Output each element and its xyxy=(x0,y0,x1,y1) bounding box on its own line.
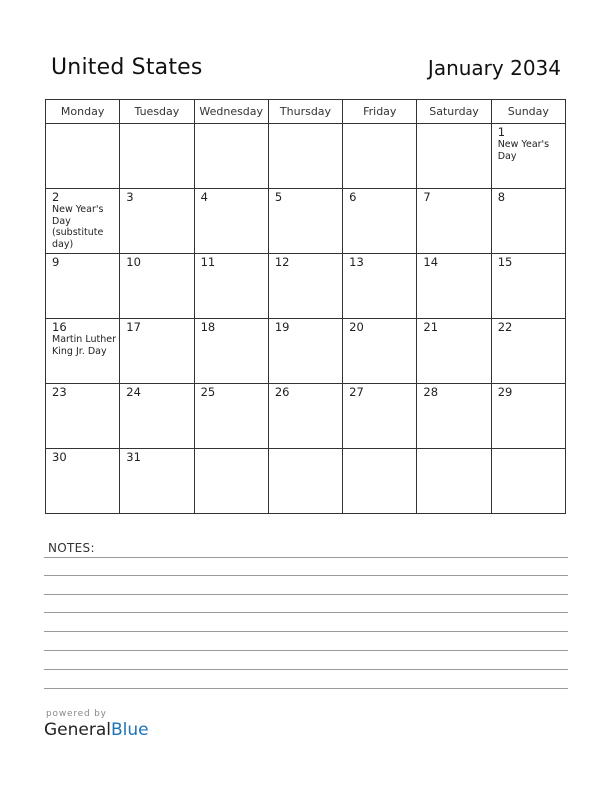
day-cell xyxy=(343,384,417,449)
day-cell xyxy=(491,384,565,449)
day-cell xyxy=(268,189,342,254)
weekday-header: Wednesday xyxy=(194,100,268,124)
week-row xyxy=(46,254,566,319)
note-line xyxy=(44,688,568,689)
day-cell xyxy=(194,384,268,449)
day-cell xyxy=(417,189,491,254)
week-row xyxy=(46,319,566,384)
day-number: 21 xyxy=(423,320,439,334)
day-cell xyxy=(46,449,120,514)
day-number: 23 xyxy=(52,385,67,399)
day-cell xyxy=(194,254,268,319)
empty-day-cell xyxy=(268,449,342,514)
day-number: 3 xyxy=(126,190,134,204)
holiday-label: Martin Luther King Jr. Day xyxy=(52,334,116,357)
day-cell xyxy=(268,384,342,449)
empty-day-cell xyxy=(343,449,417,514)
day-cell xyxy=(491,124,565,189)
day-cell xyxy=(417,384,491,449)
holiday-label: New Year's Day (substitute day) xyxy=(52,204,104,250)
day-number: 6 xyxy=(349,190,357,204)
note-line xyxy=(44,557,568,558)
day-number: 28 xyxy=(423,385,439,399)
note-line xyxy=(44,669,568,670)
calendar-grid xyxy=(45,99,566,514)
day-number: 11 xyxy=(200,255,216,269)
weekday-header: Saturday xyxy=(417,100,491,124)
day-cell xyxy=(120,189,194,254)
day-number: 5 xyxy=(274,190,283,204)
empty-day-cell xyxy=(46,124,120,189)
empty-day-cell xyxy=(120,124,194,189)
day-number: 29 xyxy=(497,385,513,399)
country-title: United States xyxy=(51,55,203,80)
day-cell xyxy=(120,319,194,384)
day-number: 8 xyxy=(497,190,506,204)
day-cell xyxy=(46,254,120,319)
empty-day-cell xyxy=(268,124,342,189)
day-number: 26 xyxy=(274,385,290,399)
powered-by-text: powered by xyxy=(46,709,107,719)
day-cell xyxy=(268,254,342,319)
day-number: 18 xyxy=(200,320,216,334)
brand-blue-text: Blue xyxy=(111,720,149,740)
day-number: 24 xyxy=(126,385,141,399)
day-number: 31 xyxy=(126,450,141,464)
empty-day-cell xyxy=(343,124,417,189)
day-number: 19 xyxy=(274,320,290,334)
day-cell xyxy=(491,254,565,319)
week-row xyxy=(46,124,566,189)
day-number: 7 xyxy=(423,190,431,204)
day-cell xyxy=(343,254,417,319)
day-cell xyxy=(46,319,120,384)
day-number: 13 xyxy=(349,255,364,269)
weekday-header: Tuesday xyxy=(120,100,194,124)
day-cell xyxy=(46,384,120,449)
empty-day-cell xyxy=(194,449,268,514)
note-line xyxy=(44,575,568,576)
day-cell xyxy=(343,319,417,384)
day-number: 20 xyxy=(349,320,364,334)
empty-day-cell xyxy=(417,124,491,189)
day-number: 16 xyxy=(52,320,67,334)
day-cell xyxy=(120,449,194,514)
weekday-header: Monday xyxy=(46,100,120,124)
note-line xyxy=(44,612,568,613)
day-number: 4 xyxy=(200,190,208,204)
day-number: 9 xyxy=(52,255,60,269)
day-number: 15 xyxy=(497,255,513,269)
note-line xyxy=(44,594,568,595)
day-cell xyxy=(120,254,194,319)
day-cell xyxy=(268,319,342,384)
day-number: 12 xyxy=(274,255,290,269)
day-cell xyxy=(491,319,565,384)
day-cell xyxy=(120,384,194,449)
day-cell xyxy=(343,189,417,254)
month-title: January 2034 xyxy=(427,56,561,80)
day-number: 25 xyxy=(200,385,216,399)
day-number: 27 xyxy=(349,385,364,399)
notes-label: NOTES: xyxy=(48,541,95,555)
brand-general-text: General xyxy=(44,720,111,740)
note-line xyxy=(44,650,568,651)
weekday-header: Friday xyxy=(343,100,417,124)
day-cell xyxy=(417,254,491,319)
day-cell xyxy=(194,319,268,384)
week-row xyxy=(46,449,566,514)
day-cell xyxy=(194,189,268,254)
note-line xyxy=(44,631,568,632)
day-number: 10 xyxy=(126,255,141,269)
weekday-header-row xyxy=(46,100,566,124)
empty-day-cell xyxy=(491,449,565,514)
day-number: 2 xyxy=(52,190,60,204)
day-number: 1 xyxy=(497,125,506,139)
week-row xyxy=(46,189,566,254)
week-row xyxy=(46,384,566,449)
day-cell xyxy=(491,189,565,254)
empty-day-cell xyxy=(417,449,491,514)
weekday-header: Thursday xyxy=(268,100,342,124)
holiday-label: New Year's Day xyxy=(497,139,550,162)
day-number: 22 xyxy=(497,320,513,334)
day-cell xyxy=(417,319,491,384)
day-number: 14 xyxy=(423,255,439,269)
day-number: 17 xyxy=(126,320,141,334)
day-number: 30 xyxy=(52,450,67,464)
generalblue-logo[interactable] xyxy=(44,720,149,740)
day-cell xyxy=(46,189,120,254)
empty-day-cell xyxy=(194,124,268,189)
weekday-header: Sunday xyxy=(491,100,565,124)
